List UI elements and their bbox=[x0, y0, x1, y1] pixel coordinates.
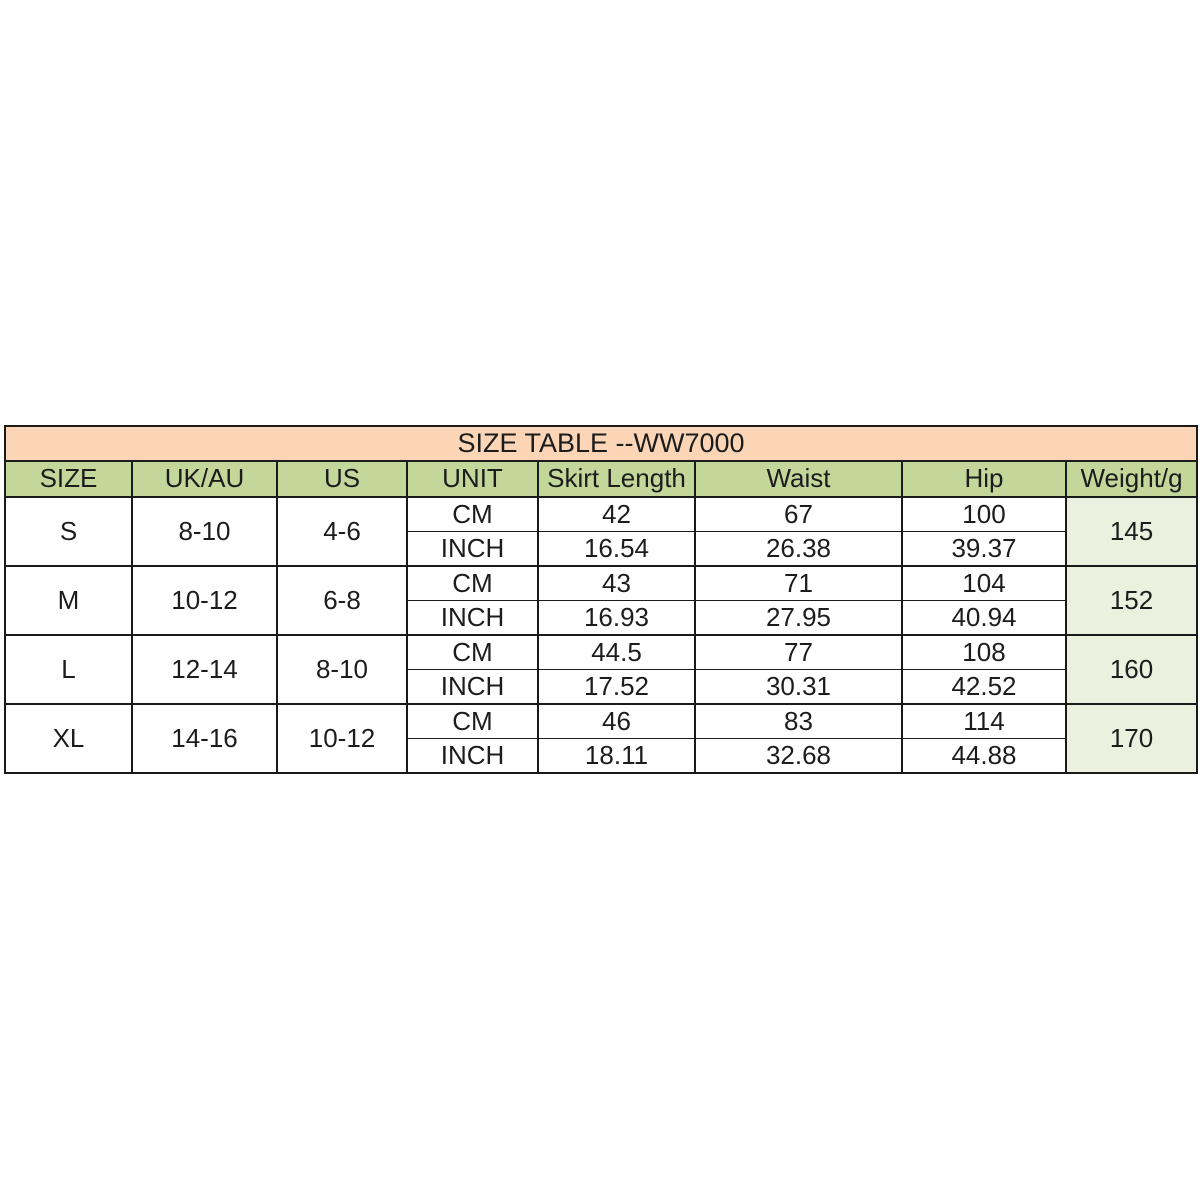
size-l-cm-hip: 108 bbox=[902, 635, 1066, 670]
row-xl-cm bbox=[5, 704, 1197, 739]
size-s-inch-skirt-length: 16.54 bbox=[538, 532, 695, 567]
header-row bbox=[5, 461, 1197, 497]
size-m-unit-cm: CM bbox=[407, 566, 538, 601]
size-xl-label: XL bbox=[5, 704, 132, 773]
size-s-label: S bbox=[5, 497, 132, 566]
col-header-size: SIZE bbox=[5, 461, 132, 497]
size-s-cm-waist: 67 bbox=[695, 497, 902, 532]
size-l-cm-skirt-length: 44.5 bbox=[538, 635, 695, 670]
size-m-unit-inch: INCH bbox=[407, 601, 538, 636]
size-m-inch-waist: 27.95 bbox=[695, 601, 902, 636]
size-xl-unit-cm: CM bbox=[407, 704, 538, 739]
size-m-cm-skirt-length: 43 bbox=[538, 566, 695, 601]
size-table bbox=[4, 425, 1198, 774]
size-l-inch-skirt-length: 17.52 bbox=[538, 670, 695, 705]
size-l-inch-waist: 30.31 bbox=[695, 670, 902, 705]
size-m-cm-hip: 104 bbox=[902, 566, 1066, 601]
size-xl-us: 10-12 bbox=[277, 704, 407, 773]
table-title: SIZE TABLE --WW7000 bbox=[5, 426, 1197, 461]
size-xl-inch-skirt-length: 18.11 bbox=[538, 739, 695, 774]
size-l-inch-hip: 42.52 bbox=[902, 670, 1066, 705]
col-header-weight: Weight/g bbox=[1066, 461, 1197, 497]
size-l-unit-cm: CM bbox=[407, 635, 538, 670]
size-s-uk-au: 8-10 bbox=[132, 497, 277, 566]
size-m-inch-skirt-length: 16.93 bbox=[538, 601, 695, 636]
size-xl-unit-inch: INCH bbox=[407, 739, 538, 774]
size-l-unit-inch: INCH bbox=[407, 670, 538, 705]
size-xl-inch-waist: 32.68 bbox=[695, 739, 902, 774]
size-m-weight: 152 bbox=[1066, 566, 1197, 635]
size-xl-uk-au: 14-16 bbox=[132, 704, 277, 773]
size-l-cm-waist: 77 bbox=[695, 635, 902, 670]
size-m-label: M bbox=[5, 566, 132, 635]
col-header-unit: UNIT bbox=[407, 461, 538, 497]
size-s-inch-waist: 26.38 bbox=[695, 532, 902, 567]
size-s-cm-hip: 100 bbox=[902, 497, 1066, 532]
row-l-cm bbox=[5, 635, 1197, 670]
col-header-skirt-length: Skirt Length bbox=[538, 461, 695, 497]
size-s-unit-inch: INCH bbox=[407, 532, 538, 567]
size-s-weight: 145 bbox=[1066, 497, 1197, 566]
size-xl-cm-hip: 114 bbox=[902, 704, 1066, 739]
size-xl-cm-waist: 83 bbox=[695, 704, 902, 739]
size-xl-weight: 170 bbox=[1066, 704, 1197, 773]
size-s-us: 4-6 bbox=[277, 497, 407, 566]
size-l-uk-au: 12-14 bbox=[132, 635, 277, 704]
size-s-inch-hip: 39.37 bbox=[902, 532, 1066, 567]
size-xl-inch-hip: 44.88 bbox=[902, 739, 1066, 774]
size-m-cm-waist: 71 bbox=[695, 566, 902, 601]
row-m-cm bbox=[5, 566, 1197, 601]
size-m-inch-hip: 40.94 bbox=[902, 601, 1066, 636]
size-s-cm-skirt-length: 42 bbox=[538, 497, 695, 532]
size-l-label: L bbox=[5, 635, 132, 704]
col-header-uk-au: UK/AU bbox=[132, 461, 277, 497]
size-s-unit-cm: CM bbox=[407, 497, 538, 532]
size-l-weight: 160 bbox=[1066, 635, 1197, 704]
col-header-hip: Hip bbox=[902, 461, 1066, 497]
row-s-cm bbox=[5, 497, 1197, 532]
size-xl-cm-skirt-length: 46 bbox=[538, 704, 695, 739]
size-l-us: 8-10 bbox=[277, 635, 407, 704]
size-m-uk-au: 10-12 bbox=[132, 566, 277, 635]
title-row bbox=[5, 426, 1197, 461]
col-header-us: US bbox=[277, 461, 407, 497]
size-m-us: 6-8 bbox=[277, 566, 407, 635]
col-header-waist: Waist bbox=[695, 461, 902, 497]
